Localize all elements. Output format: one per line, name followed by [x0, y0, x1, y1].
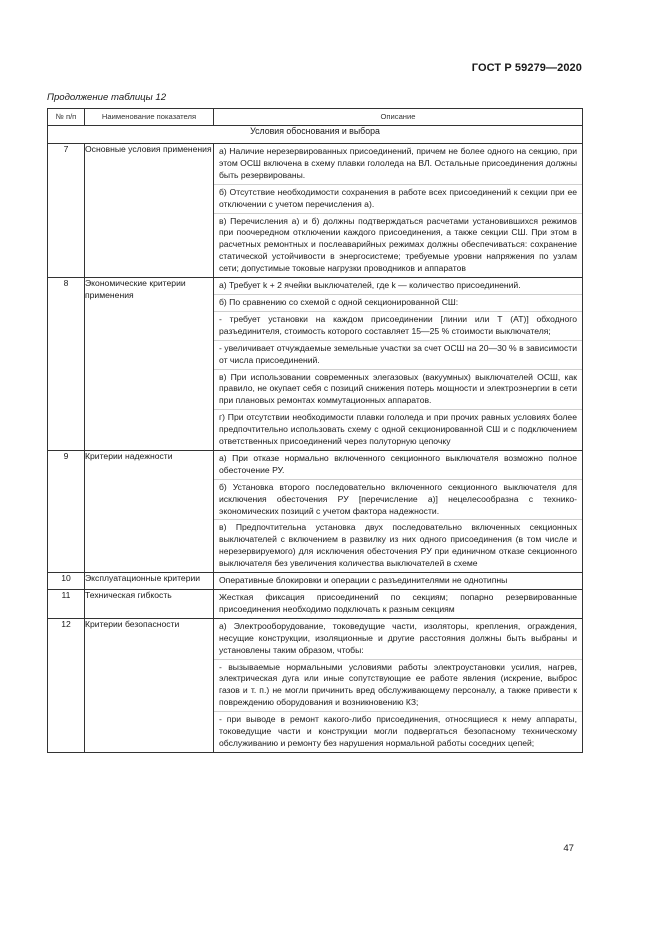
table-row [48, 590, 583, 619]
description-paragraph: в) При использовании современных элегазовых (вакуумных) выключателей ОСШ, как правило, не окупает себя с позиций снижения потерь мощности и электроэнергии в сети при плановых ремонтах коммутационных аппаратов. [214, 370, 582, 411]
table-row [48, 278, 583, 451]
description-paragraph: - увеличивает отчуждаемые земельные участки за счет ОСШ на 20—30 % в зависимости от числа присоединений. [214, 341, 582, 370]
description-paragraph: а) Требует k + 2 ячейки выключателей, где k — количество присоединений. [214, 278, 582, 295]
table-row [48, 144, 583, 278]
description-cell [214, 278, 583, 451]
section-row [48, 126, 583, 144]
description-paragraph: в) Предпочтительна установка двух последовательно включенных секционных выключателей с включением в развилку из них одного присоединения (в том числе и нерезервируемого) для исключения обесточения РУ при единичном отказе секционного выключателя без увеличения количества выключателей в схеме [219, 522, 577, 569]
description-paragraph: б) Установка второго последовательно включенного секционного выключателя для исключения обесточения РУ [перечисление а)] нецелесообразна с технико-экономических позиций с учетом фактора надежности. [214, 480, 582, 521]
description-paragraph: б) По сравнению со схемой с одной секционированной СШ: [214, 295, 582, 312]
table-continuation-caption: Продолжение таблицы 12 [47, 92, 167, 103]
indicator-name: Эксплуатационные критерии [85, 573, 214, 590]
description-cell [214, 618, 583, 752]
row-number: 12 [48, 618, 85, 752]
description-paragraph: а) Наличие нерезервированных присоединений, причем не более одного на секцию, при этом ОСШ включена в схему плавки гололеда на ВЛ. Остальные присоединения должны быть резервированы. [214, 144, 582, 185]
description-paragraph: Жесткая фиксация присоединений по секциям; попарно резервированные присоединения необходимо подключать к разным секциям [219, 592, 577, 614]
column-header-number: № п/п [48, 109, 85, 126]
indicator-name: Техническая гибкость [85, 590, 214, 619]
description-paragraph: а) Электрооборудование, токоведущие части, изоляторы, крепления, ограждения, несущие конструкции, изоляционные и другие расстояния должны быть выбраны и установлены таким образом, чтобы: [214, 619, 582, 660]
table-header-row [48, 109, 583, 126]
indicator-name: Экономические критерии применения [85, 278, 214, 451]
indicator-name: Критерии надежности [85, 450, 214, 572]
description-cell [214, 144, 583, 278]
indicators-table [47, 108, 583, 753]
row-number: 11 [48, 590, 85, 619]
description-paragraph: в) Перечисления а) и б) должны подтверждаться расчетами установившихся режимов при поочередном отключении каждого присоединения, а также секции СШ. При этом в расчетных ремонтных и послеаварийных режимах должны обеспечиваться: сохранение статической устойчивости в энергосистеме; требуемые уровни напряжения по узлам сети; допустимые токовые нагрузки проводников и аппаратов [219, 215, 577, 274]
document-code: ГОСТ Р 59279—2020 [471, 62, 582, 74]
section-title: Условия обоснования и выбора [48, 126, 583, 144]
description-paragraph: г) При отсутствии необходимости плавки гололеда и при прочих равных условиях более предпочтительно использовать схему с одной секционированной СШ и с подключением ответственных присоединений через полуторную цепочку [219, 412, 577, 447]
table-row [48, 450, 583, 572]
description-paragraph: - при выводе в ремонт какого-либо присоединения, относящиеся к нему аппараты, токоведущие части и конструкции могли подвергаться безопасному техническому обслуживанию и ремонту без нарушения нормальной работы соседних цепей; [219, 714, 577, 748]
row-number: 8 [48, 278, 85, 451]
page-number: 47 [563, 843, 574, 854]
description-paragraph: Оперативные блокировки и операции с разъединителями не однотипны [219, 575, 508, 586]
table-row [48, 573, 583, 590]
description-paragraph: - вызываемые нормальными условиями работы электроустановки усилия, нагрев, электрическая дуга или иные сопутствующие ее работе явления (искрение, выброс газов и т. п.) не могли причинить вред обслуживающему персоналу, а также привести к повреждению оборудования и возникновению КЗ; [214, 660, 582, 713]
indicator-name: Критерии безопасности [85, 618, 214, 752]
description-cell [214, 590, 583, 619]
table-row [48, 618, 583, 752]
row-number: 7 [48, 144, 85, 278]
indicator-name: Основные условия применения [85, 144, 214, 278]
description-paragraph: а) При отказе нормально включенного секционного выключателя возможно полное обесточение РУ. [214, 451, 582, 480]
description-cell [214, 573, 583, 590]
description-paragraph: - требует установки на каждом присоединении [линии или Т (АТ)] обходного разъединителя, стоимость которого составляет 15—25 % стоимости выключателя; [214, 312, 582, 341]
description-paragraph: б) Отсутствие необходимости сохранения в работе всех присоединений к секции при ее отключении с учетом перечисления а). [214, 185, 582, 214]
row-number: 10 [48, 573, 85, 590]
row-number: 9 [48, 450, 85, 572]
column-header-indicator-name: Наименование показателя [85, 109, 214, 126]
description-cell [214, 450, 583, 572]
column-header-description: Описание [214, 109, 583, 126]
